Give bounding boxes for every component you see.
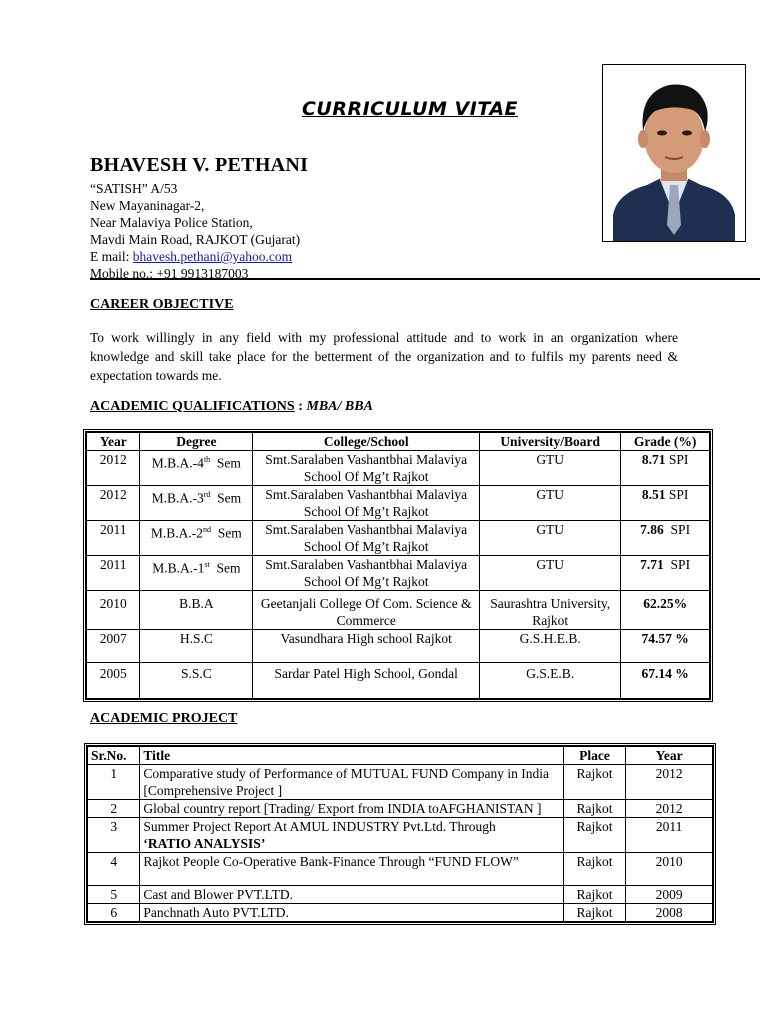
table-row bbox=[87, 556, 710, 591]
grade-cell: 7.71 SPI bbox=[621, 556, 710, 591]
career-objective-text: To work willingly in any field with my professional attitude and to work in an organization where knowledge and skill take place for the betterment of the organization and to fulfils my parents need & expectation towards me. bbox=[90, 330, 678, 383]
serial-cell: 1 bbox=[88, 765, 140, 800]
title-cell: Cast and Blower PVT.LTD. bbox=[140, 886, 563, 904]
career-objective-heading: CAREER OBJECTIVE bbox=[90, 297, 234, 312]
grade-cell: 8.71 SPI bbox=[621, 451, 710, 486]
email-label: E mail: bbox=[90, 249, 133, 264]
academic-project-heading: ACADEMIC PROJECT bbox=[90, 711, 238, 726]
table-row bbox=[87, 521, 710, 556]
address-line: New Mayaninagar-2, bbox=[90, 198, 205, 213]
college-cell: Smt.Saralaben Vashantbhai Malaviya School Of Mg’t Rajkot bbox=[253, 451, 480, 486]
degree-cell: M.B.A.-1st Sem bbox=[140, 556, 253, 591]
year-cell: 2008 bbox=[626, 904, 713, 922]
college-cell: Smt.Saralaben Vashantbhai Malaviya School Of Mg’t Rajkot bbox=[253, 521, 480, 556]
table-row bbox=[88, 853, 713, 886]
serial-cell: 6 bbox=[88, 904, 140, 922]
academic-qualifications-heading bbox=[90, 399, 373, 415]
board-cell: GTU bbox=[480, 486, 621, 521]
portrait-image bbox=[603, 65, 745, 241]
place-cell: Rajkot bbox=[563, 818, 626, 853]
qualifications-title: ACADEMIC QUALIFICATIONS bbox=[90, 399, 295, 414]
address-line: Near Malaviya Police Station, bbox=[90, 215, 253, 230]
degree-cell: M.B.A.-4th Sem bbox=[140, 451, 253, 486]
college-cell: Smt.Saralaben Vashantbhai Malaviya School Of Mg’t Rajkot bbox=[253, 486, 480, 521]
year-cell: 2007 bbox=[87, 630, 140, 663]
title-cell: Summer Project Report At AMUL INDUSTRY Pvt.Ltd. Through ‘RATIO ANALYSIS’ bbox=[140, 818, 563, 853]
place-cell: Rajkot bbox=[563, 886, 626, 904]
degree-cell: B.B.A bbox=[140, 591, 253, 630]
place-cell: Rajkot bbox=[563, 853, 626, 886]
column-header: College/School bbox=[253, 433, 480, 451]
year-cell: 2005 bbox=[87, 663, 140, 699]
table-header-row bbox=[88, 747, 713, 765]
table-row bbox=[88, 904, 713, 922]
college-cell: Vasundhara High school Rajkot bbox=[253, 630, 480, 663]
year-cell: 2012 bbox=[87, 451, 140, 486]
table-row bbox=[88, 818, 713, 853]
year-cell: 2012 bbox=[626, 800, 713, 818]
degree-cell: H.S.C bbox=[140, 630, 253, 663]
title-cell: Panchnath Auto PVT.LTD. bbox=[140, 904, 563, 922]
college-cell: Geetanjali College Of Com. Science & Commerce bbox=[253, 591, 480, 630]
year-cell: 2012 bbox=[626, 765, 713, 800]
board-cell: GTU bbox=[480, 556, 621, 591]
year-cell: 2012 bbox=[87, 486, 140, 521]
column-header: University/Board bbox=[480, 433, 621, 451]
board-cell: G.S.E.B. bbox=[480, 663, 621, 699]
column-header: Sr.No. bbox=[88, 747, 140, 765]
place-cell: Rajkot bbox=[563, 765, 626, 800]
board-cell: GTU bbox=[480, 521, 621, 556]
degree-cell: M.B.A.-3rd Sem bbox=[140, 486, 253, 521]
projects-table bbox=[87, 746, 713, 922]
column-header: Year bbox=[87, 433, 140, 451]
serial-cell: 4 bbox=[88, 853, 140, 886]
place-cell: Rajkot bbox=[563, 800, 626, 818]
address-line: “SATISH” A/53 bbox=[90, 181, 178, 196]
table-row bbox=[88, 765, 713, 800]
title-cell: Global country report [Trading/ Export from INDIA toAFGHANISTAN ] bbox=[140, 800, 563, 818]
title-cell: Rajkot People Co-Operative Bank-Finance Through “FUND FLOW” bbox=[140, 853, 563, 886]
grade-cell: 7.86 SPI bbox=[621, 521, 710, 556]
board-cell: GTU bbox=[480, 451, 621, 486]
table-row bbox=[88, 886, 713, 904]
year-cell: 2010 bbox=[87, 591, 140, 630]
heading-separator: : bbox=[294, 399, 307, 414]
column-header: Grade (%) bbox=[621, 433, 710, 451]
title-cell: Comparative study of Performance of MUTUAL FUND Company in India [Comprehensive Project ] bbox=[140, 765, 563, 800]
grade-cell: 62.25% bbox=[621, 591, 710, 630]
year-cell: 2011 bbox=[87, 556, 140, 591]
projects-table-frame bbox=[84, 743, 716, 925]
grade-cell: 67.14 % bbox=[621, 663, 710, 699]
place-cell: Rajkot bbox=[563, 904, 626, 922]
degree-cell: M.B.A.-2nd Sem bbox=[140, 521, 253, 556]
table-row bbox=[87, 486, 710, 521]
table-row bbox=[87, 451, 710, 486]
column-header: Year bbox=[626, 747, 713, 765]
header-divider bbox=[90, 278, 760, 280]
email-line bbox=[90, 248, 300, 265]
year-cell: 2011 bbox=[87, 521, 140, 556]
grade-cell: 74.57 % bbox=[621, 630, 710, 663]
board-cell: G.S.H.E.B. bbox=[480, 630, 621, 663]
contact-block bbox=[90, 180, 300, 282]
qualifications-table bbox=[86, 432, 710, 699]
year-cell: 2011 bbox=[626, 818, 713, 853]
serial-cell: 3 bbox=[88, 818, 140, 853]
qualifications-subtitle: MBA/ BBA bbox=[306, 399, 373, 414]
year-cell: 2009 bbox=[626, 886, 713, 904]
profile-photo bbox=[602, 64, 746, 242]
grade-cell: 8.51 SPI bbox=[621, 486, 710, 521]
degree-cell: S.S.C bbox=[140, 663, 253, 699]
address-line: Mavdi Main Road, RAJKOT (Gujarat) bbox=[90, 232, 301, 247]
table-row bbox=[87, 630, 710, 663]
candidate-name: BHAVESH V. PETHANI bbox=[90, 154, 309, 176]
table-row bbox=[88, 800, 713, 818]
mobile-line: Mobile no.: +91 9913187003 bbox=[90, 266, 249, 281]
table-header-row bbox=[87, 433, 710, 451]
year-cell: 2010 bbox=[626, 853, 713, 886]
college-cell: Sardar Patel High School, Gondal bbox=[253, 663, 480, 699]
table-row bbox=[87, 591, 710, 630]
college-cell: Smt.Saralaben Vashantbhai Malaviya School Of Mg’t Rajkot bbox=[253, 556, 480, 591]
column-header: Title bbox=[140, 747, 563, 765]
email-link[interactable]: bhavesh.pethani@yahoo.com bbox=[132, 249, 293, 264]
column-header: Degree bbox=[140, 433, 253, 451]
board-cell: Saurashtra University, Rajkot bbox=[480, 591, 621, 630]
column-header: Place bbox=[563, 747, 626, 765]
table-row bbox=[87, 663, 710, 699]
serial-cell: 2 bbox=[88, 800, 140, 818]
serial-cell: 5 bbox=[88, 886, 140, 904]
document-title: CURRICULUM VITAE bbox=[301, 98, 519, 120]
qualifications-table-frame bbox=[83, 429, 713, 702]
